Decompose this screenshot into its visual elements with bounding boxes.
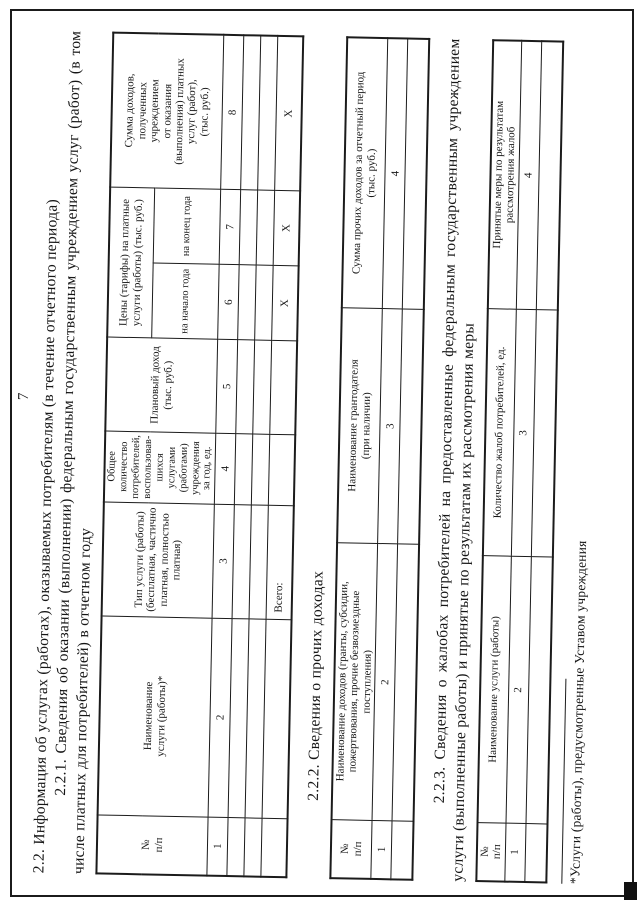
scan-corner-artifact [624, 882, 637, 900]
col-header-consumers-count: Общее количество потребителей, воспользовав- шихся услугами (работами) учреждения за год, ед. [104, 431, 216, 504]
colnum-2: 2 [372, 544, 398, 821]
colnum-4: 4 [516, 41, 541, 310]
colnum-1: 1 [371, 820, 392, 879]
col-header-num: № п/п [476, 822, 506, 881]
total-x-price-start: X [272, 265, 299, 341]
colnum-2: 2 [208, 618, 232, 817]
services-table-2-2-1 [96, 32, 305, 879]
colnum-1: 1 [207, 817, 228, 876]
colnum-3: 3 [212, 504, 234, 618]
total-consumers [269, 434, 296, 506]
colnum-4: 4 [215, 433, 236, 504]
total-x-price-end: X [273, 190, 300, 266]
col-header-service-name: Наименование услуги (работы)* [98, 616, 212, 817]
col-header-complaints-count: Количество жалоб потребителей, ед. [483, 308, 516, 556]
footnote-text: *Услуги (работы), предусмотренные Уставом учреждения [567, 540, 590, 885]
heading-2-2: 2.2. Информация об услугах (работах), оказываемых потребителям (в течение отчетного периода) [30, 198, 61, 874]
section-title-2-2-2: 2.2.2. Сведения о прочих доходах [305, 570, 327, 801]
complaints-table-2-2-3 [475, 39, 564, 883]
document-content [6, 30, 600, 884]
total-planned [270, 341, 297, 435]
col-header-other-income-sum: Сумма прочих доходов за отчетный период (тыс. руб.) [342, 37, 388, 308]
colnum-3: 3 [511, 309, 536, 557]
footnote-rule [561, 679, 566, 884]
colnum-7: 7 [219, 189, 241, 265]
page-number: 7 [15, 392, 33, 401]
col-header-price-year-start: на начало года [152, 263, 220, 339]
col-header-planned-income: Плановый доход (тыс. руб.) [106, 337, 218, 433]
col-header-grantor-name: Наименование грантодателя (при наличии) [337, 307, 382, 543]
colnum-3: 3 [378, 308, 403, 544]
col-header-income-name: Наименование доходов (гранты, субсидии, пожертвования, прочие безвозмездные поступления) [332, 543, 378, 820]
col-header-service-name: Наименование услуги (работы) [477, 556, 511, 823]
colnum-6: 6 [218, 264, 240, 340]
heading-2-2-1: 2.2.1. Сведения об оказании (выполнении) федеральным государственным учреждением услуг (работ) (в том числе платных для потребителей) в отчетном году [51, 30, 95, 875]
col-header-num: № п/п [97, 815, 208, 876]
total-label: Всего: [266, 505, 294, 619]
col-header-income-sum: Сумма доходов, полученных учреждением от оказания (выполнения) платных услуг (работ), (тыс. руб.) [111, 33, 224, 190]
table1-header-row [97, 33, 158, 875]
col-header-prices-group: Цены (тарифы) на платные услуги (работы) (тыс. руб.) [108, 187, 155, 338]
col-header-num: № п/п [330, 819, 372, 879]
section-title-2-2-3: 2.2.3. Сведения о жалобах потребителей на предоставленные федеральным государственным учреждением услуги (выполненные работы) и принятые по результатам их рассмотрения меры [431, 38, 478, 882]
col-header-measures-taken: Принятые меры по результатам рассмотрения жалоб [488, 40, 522, 309]
col-header-price-year-end: на конец года [153, 188, 221, 264]
colnum-8: 8 [221, 35, 244, 190]
colnum-5: 5 [216, 339, 238, 433]
colnum-2: 2 [506, 557, 531, 823]
other-income-table-2-2-2 [329, 36, 430, 881]
colnum-4: 4 [383, 38, 408, 309]
colnum-1: 1 [505, 823, 526, 882]
col-header-service-type: Тип услуги (работы) (бесплатная, частично платная, полностью платная) [102, 502, 214, 618]
total-x-income: X [275, 36, 304, 191]
